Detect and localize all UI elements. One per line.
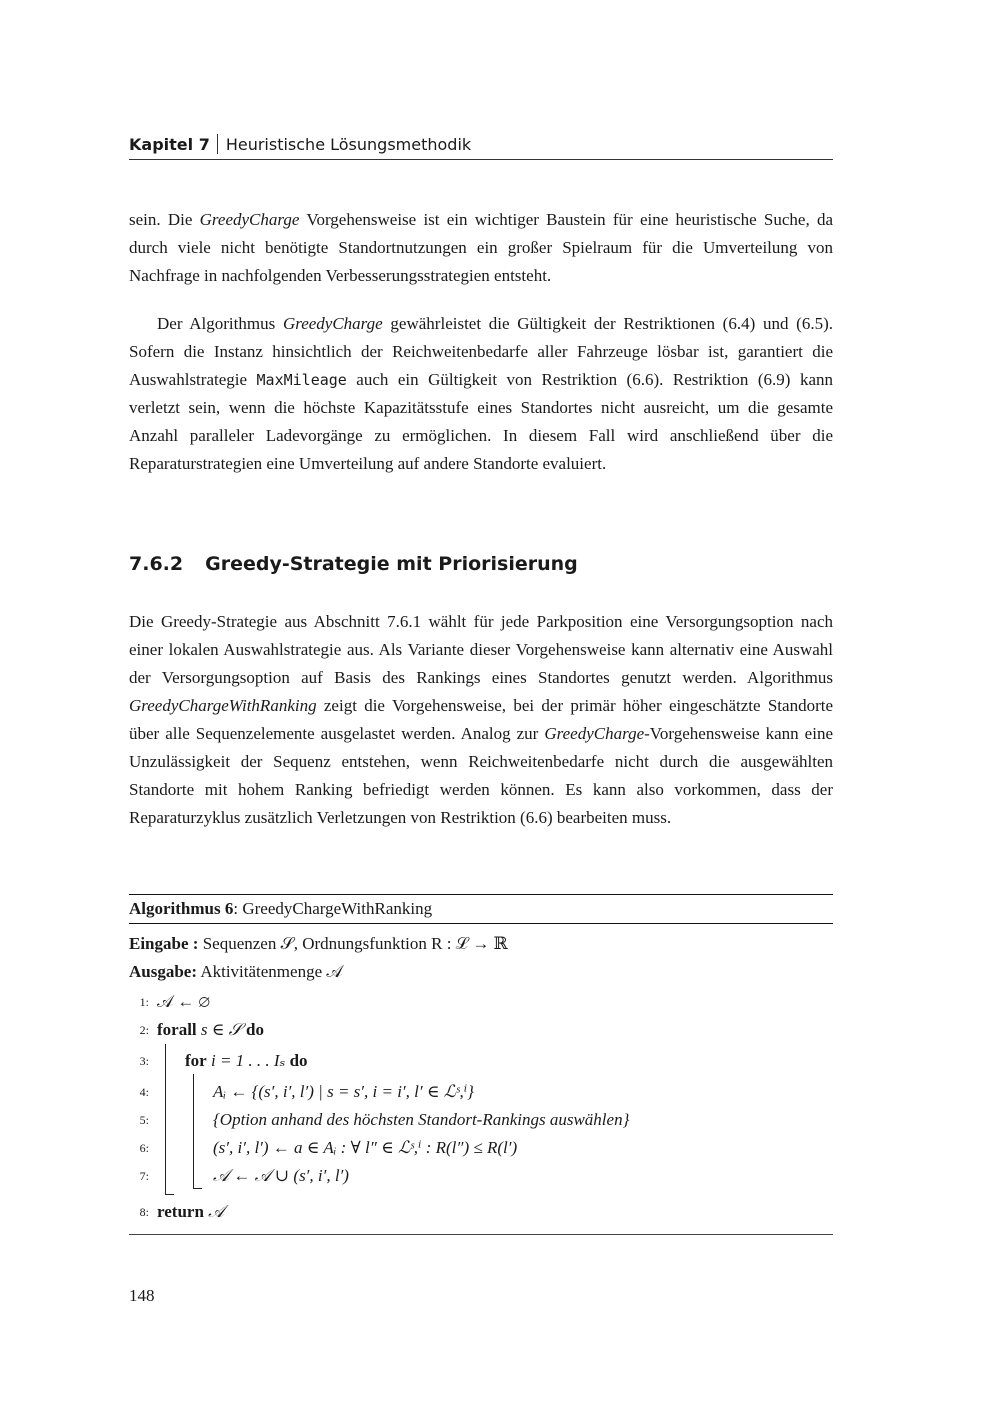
algorithm-line-5 xyxy=(129,1106,629,1134)
header-separator xyxy=(217,134,218,154)
algorithm-output xyxy=(129,958,833,986)
paragraph-1 xyxy=(129,206,833,290)
algorithm-title: Algorithmus 6: GreedyChargeWithRanking xyxy=(129,895,833,924)
text: auch ein Gültigkeit von Restriktion (6.6). Restriktion (6.9) kann verletzt sein, wenn die höchste Kapazitätsstufe eines Standortes nicht ausreicht, um die gesamte Anzahl paralleler Ladevorgänge zu ermöglichen. In diesem Fall wird anschließend über die Reparaturstrategien eine Umverteilung auf andere Standorte evaluiert. xyxy=(129,370,833,473)
algorithm-io xyxy=(129,930,833,986)
line-number: 3: xyxy=(139,1054,149,1068)
line-number: 5: xyxy=(139,1113,149,1127)
keyword: forall xyxy=(157,1020,197,1039)
algorithm-line-1 xyxy=(129,988,210,1016)
emphasis-greedycharge: GreedyCharge xyxy=(282,314,383,333)
emphasis-greedycharge: GreedyCharge xyxy=(544,724,645,743)
comment-text: {Option anhand des höchsten Standort-Rankings auswählen} xyxy=(213,1110,630,1129)
line-number: 8: xyxy=(139,1205,149,1219)
output-text: Aktivitätenmenge 𝒜 xyxy=(200,962,343,981)
keyword: do xyxy=(289,1051,308,1070)
algorithm-input xyxy=(129,930,833,958)
keyword: for xyxy=(185,1051,207,1070)
algorithm-line-4 xyxy=(129,1078,474,1106)
line-text: s ∈ 𝒮 xyxy=(196,1020,247,1039)
algorithm-line-2 xyxy=(129,1016,264,1044)
text: Die Greedy-Strategie aus Abschnitt 7.6.1 wählt für jede Parkposition eine Versorgungsoption nach einer lokalen Auswahlstrategie aus. Als Variante dieser Vorgehensweise kann alternativ eine Auswahl der Versorgungsoption auf Basis des Rankings eines Standortes genutzt werden. Algorithmus xyxy=(129,612,833,687)
paragraph-2 xyxy=(129,310,833,478)
keyword: return xyxy=(157,1202,204,1221)
output-label: Ausgabe: xyxy=(129,962,198,981)
emphasis-greedycharge: GreedyCharge xyxy=(199,210,300,229)
algorithm-bottom-rule xyxy=(129,1234,833,1235)
algorithm-line-7 xyxy=(129,1162,349,1190)
text: -Vorgehensweise kann eine Unzulässigkeit der Sequenz entstehen, wenn Reichweitenbedarfe nicht durch die ausgewählten Standorte mit hohem Ranking befriedigt werden können. Es kann also vorkommen, dass der Reparaturzyklus zusätzlich Verletzungen von Restriktion (6.6) bearbeiten muss. xyxy=(129,724,833,827)
block-end-forall xyxy=(165,1194,174,1195)
chapter-title: Heuristische Lösungsmethodik xyxy=(225,135,472,154)
text: zeigt die Vorgehensweise, bei der primär höher eingeschätzte Standorte über alle Sequenzelemente ausgelastet werden. Analog zur xyxy=(129,696,833,743)
section-heading xyxy=(129,549,578,579)
text: gewährleistet die Gültigkeit der Restriktionen (6.4) und (6.5). Sofern die Instanz hinsichtlich der Reichweitenbedarfe aller Fahrzeuge lösbar ist, garantiert die Auswahlstrategie xyxy=(129,314,833,389)
line-text: 𝒜 ← 𝒜 ∪ (s′, i′, l′) xyxy=(213,1166,349,1185)
algorithm-name: GreedyChargeWithRanking xyxy=(242,899,433,918)
section-title: Greedy-Strategie mit Priorisierung xyxy=(205,553,578,575)
line-text: (s′, i′, l′) ← a ∈ Aᵢ : ∀ l″ ∈ ℒˢ,ⁱ : R(l″) ≤ R(l′) xyxy=(213,1138,518,1157)
text: Vorgehensweise ist ein wichtiger Baustein für eine heuristische Suche, da durch viele nicht benötigte Standortnutzungen ein großer Spielraum für die Umverteilung von Nachfrage in nachfolgenden Verbesserungsstrategien entsteht. xyxy=(129,210,833,285)
section-number: 7.6.2 xyxy=(129,553,184,575)
input-text: Sequenzen 𝒮, Ordnungsfunktion R : ℒ → ℝ xyxy=(202,934,508,953)
line-number: 2: xyxy=(139,1023,149,1037)
block-bar-for xyxy=(193,1074,194,1188)
algorithm-line-8 xyxy=(129,1198,224,1226)
block-end-for xyxy=(193,1188,202,1189)
code-maxmileage: MaxMileage xyxy=(256,371,347,389)
algorithm-line-3 xyxy=(129,1047,308,1075)
text: Der Algorithmus xyxy=(157,314,283,333)
paragraph-3 xyxy=(129,608,833,832)
text: sein. Die xyxy=(129,210,200,229)
input-label: Eingabe : xyxy=(129,934,199,953)
algorithm-line-6 xyxy=(129,1134,517,1162)
keyword: do xyxy=(246,1020,264,1039)
algorithm-box xyxy=(129,894,833,1221)
page-number: 148 xyxy=(129,1286,155,1305)
line-number: 1: xyxy=(139,995,149,1009)
line-text: i = 1 . . . Iₛ xyxy=(206,1051,290,1070)
algorithm-label: Algorithmus 6 xyxy=(129,899,234,918)
line-text: 𝒜 ← ∅ xyxy=(157,992,210,1011)
chapter-label: Kapitel 7 xyxy=(129,135,210,154)
line-text: 𝒜 xyxy=(203,1202,225,1221)
line-number: 4: xyxy=(139,1085,149,1099)
line-number: 7: xyxy=(139,1169,149,1183)
line-text: Aᵢ ← {(s′, i′, l′) | s = s′, i = i′, l′ ∈ ℒˢ,ⁱ} xyxy=(213,1082,474,1101)
running-header xyxy=(129,133,833,160)
line-number: 6: xyxy=(139,1141,149,1155)
block-bar-forall xyxy=(165,1044,166,1194)
emphasis-algorithm-name: GreedyChargeWithRanking xyxy=(129,696,317,715)
